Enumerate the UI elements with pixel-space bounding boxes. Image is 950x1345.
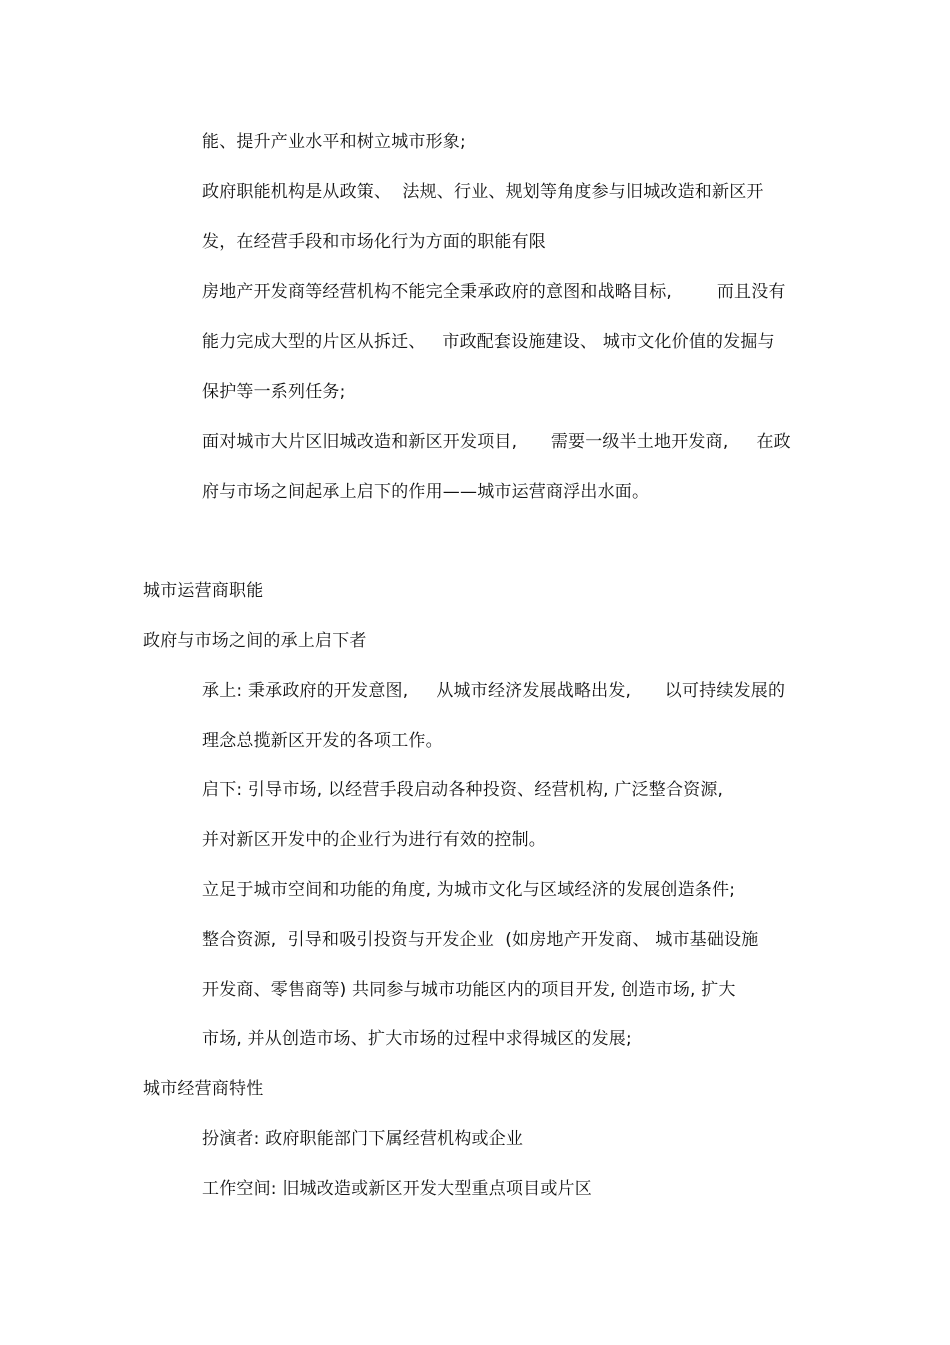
section-heading: 城市运营商职能 xyxy=(143,581,264,601)
paragraph-line: 立足于城市空间和功能的角度, 为城市文化与区域经济的发展创造条件; xyxy=(202,880,736,900)
paragraph-line: 政府职能机构是从政策、 法规、行业、规划等角度参与旧城改造和新区开 xyxy=(202,182,764,202)
paragraph-line: 扮演者: 政府职能部门下属经营机构或企业 xyxy=(202,1129,524,1149)
paragraph-line: 能力完成大型的片区从拆迁、 市政配套设施建设、 城市文化价值的发掘与 xyxy=(202,332,775,352)
paragraph-line: 承上: 秉承政府的开发意图, 从城市经济发展战略出发, 以可持续发展的 xyxy=(202,681,786,701)
paragraph-line: 市场, 并从创造市场、扩大市场的过程中求得城区的发展; xyxy=(202,1029,632,1049)
paragraph-line: 开发商、零售商等) 共同参与城市功能区内的项目开发, 创造市场, 扩大 xyxy=(202,980,736,1000)
paragraph-line: 整合资源, 引导和吸引投资与开发企业 (如房地产开发商、 城市基础设施 xyxy=(202,930,759,950)
section-subheading: 政府与市场之间的承上启下者 xyxy=(143,631,367,651)
paragraph-line: 理念总揽新区开发的各项工作。 xyxy=(202,731,443,751)
paragraph-line: 并对新区开发中的企业行为进行有效的控制。 xyxy=(202,830,546,850)
paragraph-line: 发，在经营手段和市场化行为方面的职能有限 xyxy=(202,232,546,252)
paragraph-line: 房地产开发商等经营机构不能完全秉承政府的意图和战略目标, 而且没有 xyxy=(202,282,786,302)
paragraph-line: 府与市场之间起承上启下的作用——城市运营商浮出水面。 xyxy=(202,482,650,502)
paragraph-line: 能、提升产业水平和树立城市形象; xyxy=(202,132,466,152)
paragraph-line: 工作空间: 旧城改造或新区开发大型重点项目或片区 xyxy=(202,1179,592,1199)
paragraph-line: 启下: 引导市场, 以经营手段启动各种投资、经营机构, 广泛整合资源, xyxy=(202,780,724,800)
section-heading: 城市经营商特性 xyxy=(143,1079,264,1099)
paragraph-line: 保护等一系列任务; xyxy=(202,382,346,402)
paragraph-line: 面对城市大片区旧城改造和新区开发项目, 需要一级半土地开发商, 在政 xyxy=(202,432,791,452)
